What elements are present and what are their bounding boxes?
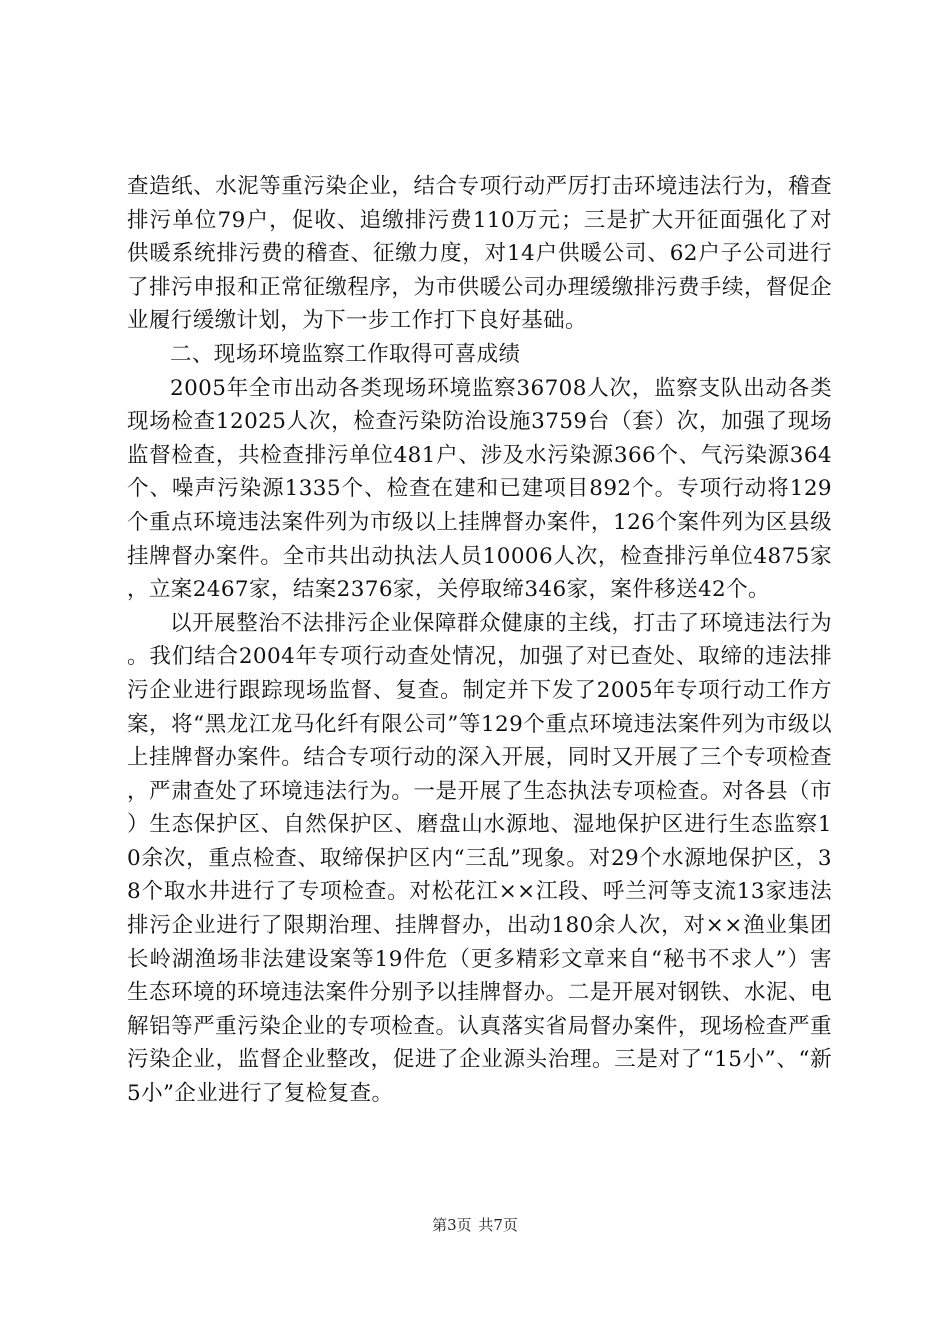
- paragraph-enforcement: 以开展整治不法排污企业保障群众健康的主线，打击了环境违法行为。我们结合2004年专项行动查处情况，加强了对已查处、取缔的违法排污企业进行跟踪现场监督、复查。制定并下发了2005年专项行动工作方案，将“黑龙江龙马化纤有限公司”等129个重点环境违法案件列为市级以上挂牌督办案件。结合专项行动的深入开展，同时又开展了三个专项检查，严肃查处了环境违法行为。一是开展了生态执法专项检查。对各县（市）生态保护区、自然保护区、磨盘山水源地、湿地保护区进行生态监察10余次，重点检查、取缔保护区内“三乱”现象。对29个水源地保护区，38个取水井进行了专项检查。对松花江××江段、呼兰河等支流13家违法排污企业进行了限期治理、挂牌督办，出动180余人次，对××渔业集团长岭湖渔场非法建设案等19件危（更多精彩文章来自“秘书不求人”）害生态环境的环境违法案件分别予以挂牌督办。二是开展对钢铁、水泥、电解铝等严重污染企业的专项检查。认真落实省局督办案件，现场检查严重污染企业，监督企业整改，促进了企业源头治理。三是对了“15小”、“新5小”企业进行了复检复查。: [127, 610, 832, 1107]
- paragraph-statistics: 2005年全市出动各类现场环境监察36708人次，监察支队出动各类现场检查12025人次，检查污染防治设施3759台（套）次，加强了现场监督检查，共检查排污单位481户、涉及水污染源366个、气污染源364个、噪声污染源1335个、检查在建和已建项目892个。专项行动将129个重点环境违法案件列为市级以上挂牌督办案件，126个案件列为区县级挂牌督办案件。全市共出动执法人员10006人次，检查排污单位4875家，立案2467家，结案2376家，关停取缔346家，案件移送42个。: [127, 375, 832, 603]
- section-heading: 二、现场环境监察工作取得可喜成绩: [170, 341, 521, 367]
- paragraph-continued: 查造纸、水泥等重污染企业，结合专项行动严厉打击环境违法行为，稽查排污单位79户，促收、追缴排污费110万元；三是扩大开征面强化了对供暖系统排污费的稽查、征缴力度，对14户供暖公司、62户子公司进行了排污申报和正常征缴程序，为市供暖公司办理缓缴排污费手续，督促企业履行缓缴计划，为下一步工作打下良好基础。: [127, 174, 832, 334]
- page-number: 第3页: [432, 1216, 472, 1234]
- document-body: [127, 170, 832, 1111]
- page-footer: [0, 1215, 950, 1235]
- page-total: 共7页: [478, 1216, 518, 1234]
